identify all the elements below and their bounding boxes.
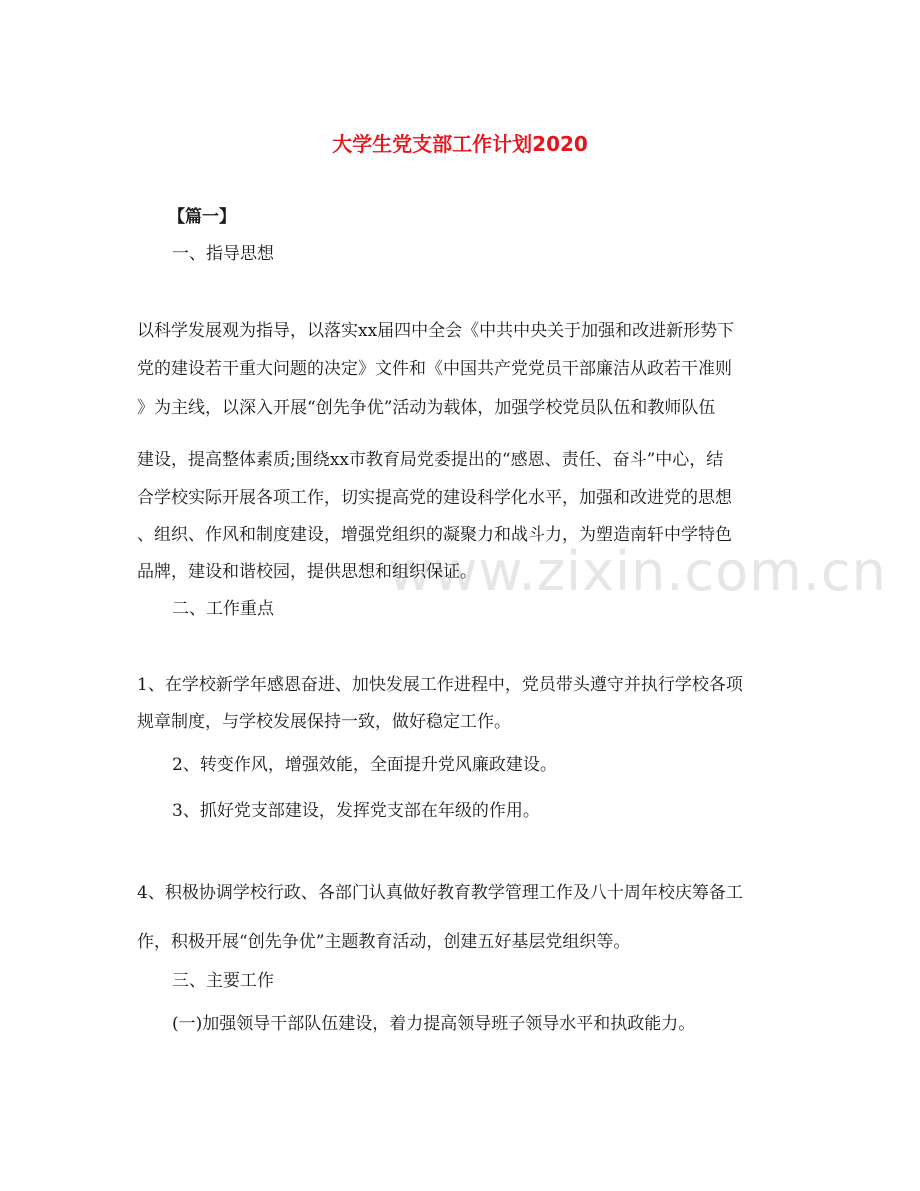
paragraph-line: 规章制度，与学校发展保持一致，做好稳定工作。 [137,712,511,732]
heading-main-work: 三、主要工作 [172,971,274,991]
paragraph-line: 4、积极协调学校行政、各部门认真做好教育教学管理工作及八十周年校庆筹备工 [137,883,743,903]
paragraph-line: 党的建设若干重大问题的决定》文件和《中国共产党党员干部廉洁从政若干准则 [137,359,732,379]
document-title: 大学生党支部工作计划2020 [332,132,588,156]
paragraph-line: 1、在学校新学年感恩奋进、加快发展工作进程中，党员带头遵守并执行学校各项 [137,675,743,695]
paragraph-line: 以科学发展观为指导，以落实xx届四中全会《中共中央关于加强和改进新形势下 [137,321,735,341]
section-tag: 【篇一】 [168,207,236,227]
heading-guiding-ideology: 一、指导思想 [172,244,274,264]
list-item: 2、转变作风，增强效能，全面提升党风廉政建设。 [172,755,557,775]
paragraph-line: 作，积极开展“创先争优”主题教育活动，创建五好基层党组织等。 [137,932,631,952]
watermark: www.zixin.com.cn [388,540,887,603]
paragraph-line: 品牌，建设和谐校园，提供思想和组织保证。 [137,562,477,582]
sub-heading: (一)加强领导干部队伍建设，着力提高领导班子领导水平和执政能力。 [172,1014,696,1034]
paragraph-line: 》为主线，以深入开展“创先争优”活动为载体，加强学校党员队伍和教师队伍 [137,398,716,418]
list-item: 3、抓好党支部建设，发挥党支部在年级的作用。 [172,801,540,821]
paragraph-line: 、组织、作风和制度建设，增强党组织的凝聚力和战斗力，为塑造南轩中学特色 [137,525,732,545]
paragraph-line: 建设，提高整体素质;围绕xx市教育局党委提出的“感恩、责任、奋斗”中心，结 [137,450,724,470]
heading-work-focus: 二、工作重点 [172,599,274,619]
paragraph-line: 合学校实际开展各项工作，切实提高党的建设科学化水平，加强和改进党的思想 [137,488,732,508]
